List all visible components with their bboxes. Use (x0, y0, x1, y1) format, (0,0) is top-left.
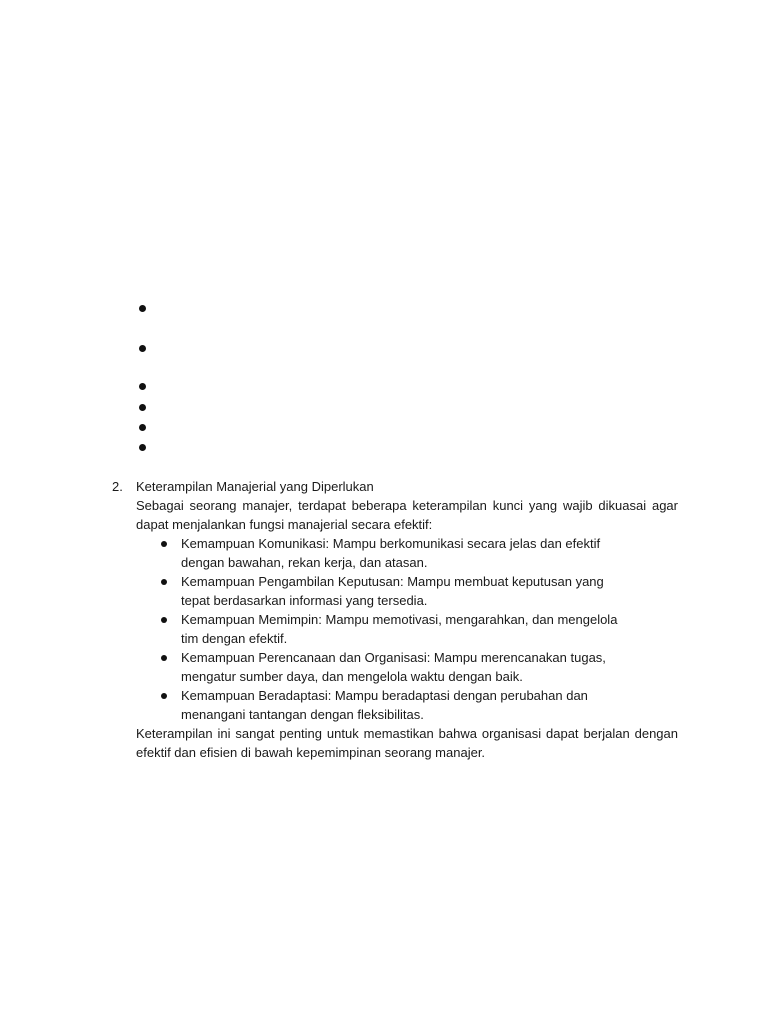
section-managerial-skills (112, 477, 678, 762)
skill-text: Kemampuan Beradaptasi: Mampu beradaptasi dengan perubahan dan menangani tantangan dengan fleksibilitas. (181, 688, 588, 722)
conclusion-paragraph: Keterampilan ini sangat penting untuk memastikan bahwa organisasi dapat berjalan dengan efektif dan efisien di bawah kepemimpinan seorang manajer. (136, 726, 678, 760)
bullet-dot (139, 424, 146, 431)
list-item (136, 686, 636, 724)
bullet-dot (161, 655, 167, 661)
list-item (136, 572, 636, 610)
bullet-dot (161, 541, 167, 547)
bullet-dot (161, 693, 167, 699)
section-heading (112, 477, 678, 496)
bullet-dot (139, 305, 146, 312)
section-number: 2. (112, 479, 123, 494)
section-title: Keterampilan Manajerial yang Diperlukan (136, 479, 374, 494)
intro-paragraph: Sebagai seorang manajer, terdapat beberapa keterampilan kunci yang wajib dikuasai agar dapat menjalankan fungsi manajerial secara efektif: (136, 498, 678, 532)
bullet-dot (161, 617, 167, 623)
bullet-dot (139, 383, 146, 390)
section-body (136, 496, 678, 762)
skills-list (136, 534, 678, 724)
list-item (136, 648, 636, 686)
bullet-dot (139, 404, 146, 411)
bullet-dot (161, 579, 167, 585)
empty-bullet-list (139, 305, 159, 465)
bullet-dot (139, 345, 146, 352)
skill-text: Kemampuan Memimpin: Mampu memotivasi, mengarahkan, dan mengelola tim dengan efektif. (181, 612, 618, 646)
skill-text: Kemampuan Pengambilan Keputusan: Mampu membuat keputusan yang tepat berdasarkan informasi yang tersedia. (181, 574, 604, 608)
list-item (136, 610, 636, 648)
skill-text: Kemampuan Komunikasi: Mampu berkomunikasi secara jelas dan efektif dengan bawahan, rekan kerja, dan atasan. (181, 536, 601, 570)
list-item (136, 534, 636, 572)
skill-text: Kemampuan Perencanaan dan Organisasi: Mampu merencanakan tugas, mengatur sumber daya, dan mengelola waktu dengan baik. (181, 650, 606, 684)
bullet-dot (139, 444, 146, 451)
